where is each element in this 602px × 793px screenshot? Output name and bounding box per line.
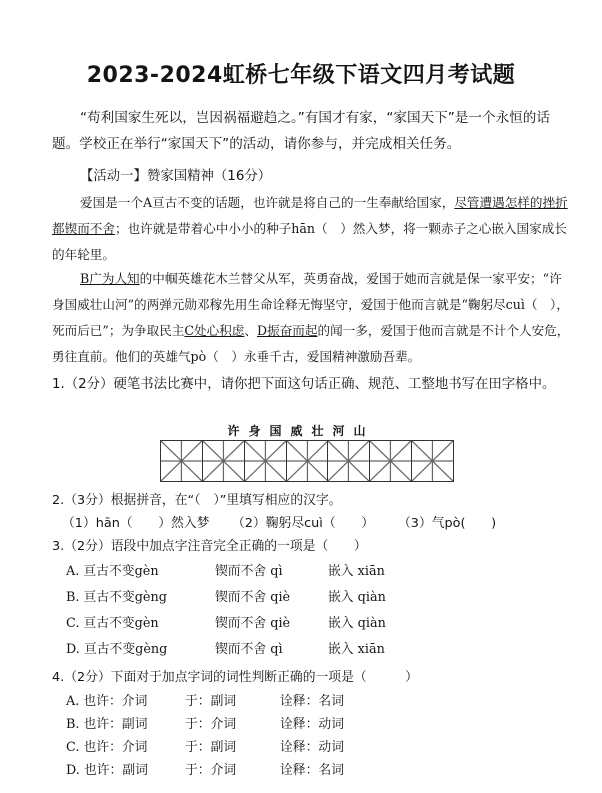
grid-cell[interactable] xyxy=(328,441,370,481)
passage-text: 的闻一多，爱国于他而言就是不计个人安危，勇往直前。他们的英雄气pò（ ）永垂千古，爱国精神激励吾辈。 xyxy=(52,323,570,364)
grid-cell[interactable] xyxy=(287,441,329,481)
q4-option-a-c: 诠释：名词 xyxy=(280,694,344,709)
q4-option-c-c: 诠释：动词 xyxy=(280,740,344,755)
passage-paragraph-1 xyxy=(52,190,572,268)
q3-option-c-b: 锲而不舍 qiè xyxy=(215,616,291,631)
grid-guide-lines xyxy=(161,441,202,481)
question-4: 4.（2分）下面对于加点字词的词性判断正确的一项是（ ） xyxy=(52,670,418,685)
q4-option-c[interactable]: C. 也许：介词 xyxy=(66,740,148,755)
question-2: 2.（3分）根据拼音，在“（ ）”里填写相应的汉字。 xyxy=(52,493,342,508)
q3-option-d-c: 嵌入 xiān xyxy=(328,642,385,657)
page-title: 2023-2024虹桥七年级下语文四月考试题 xyxy=(86,63,516,88)
grid-cell[interactable] xyxy=(161,441,203,481)
grid-guide-lines xyxy=(328,441,369,481)
underlined-phrase: B广为人知 xyxy=(80,271,140,286)
q3-option-a-b: 锲而不舍 qì xyxy=(215,564,283,579)
activity-heading: 【活动一】赞家国精神（16分） xyxy=(80,169,272,184)
grid-cell[interactable] xyxy=(203,441,245,481)
grid-guide-lines xyxy=(245,441,286,481)
q3-option-d[interactable]: D. 亘古不变gèng xyxy=(66,642,168,657)
passage-text: 、 xyxy=(244,323,257,338)
passage-text: 的中帼英雄花木兰替父从军，英勇奋战，爱国于她而言就是保一家平安；“许身国威壮山河”的两弹元勋邓稼先用生命诠释无悔坚守，爱国于他而言就是“鞠躬尽cuì（ ），死而后已”；为争取民主 xyxy=(52,271,569,338)
grid-cell[interactable] xyxy=(370,441,412,481)
grid-cell[interactable] xyxy=(412,441,453,481)
q4-option-a[interactable]: A. 也许：介词 xyxy=(66,694,148,709)
passage-text: ；也许就是带着心中小小的种子hān（ ）然入梦，将一颗赤子之心嵌入国家成长的年轮里。 xyxy=(52,221,567,262)
q4-option-c-b: 于：副词 xyxy=(185,740,237,755)
q3-option-b-b: 锲而不舍 qiè xyxy=(215,590,291,605)
q4-option-d-c: 诠释：名词 xyxy=(280,763,344,778)
q4-option-b-b: 于：介词 xyxy=(185,717,237,732)
grid-guide-lines xyxy=(203,441,244,481)
tianzige-grid[interactable] xyxy=(160,440,454,482)
q4-option-d-b: 于：介词 xyxy=(185,763,237,778)
passage-text: 爱国是一个A亘古不变的话题，也许就是将自己的一生奉献给国家， xyxy=(80,195,455,210)
grid-guide-lines xyxy=(370,441,411,481)
grid-sentence: 许身国威壮河山 xyxy=(227,424,375,438)
intro-paragraph: “苟利国家生死以，岂因祸福避趋之。”有国才有家，“家国天下”是一个永恒的话题。学校正在举行“家国天下”的活动，请你参与，并完成相关任务。 xyxy=(52,110,550,152)
passage-paragraph-2 xyxy=(52,266,572,370)
q4-option-a-b: 于：副词 xyxy=(185,694,237,709)
underlined-phrase: C处心积虑 xyxy=(184,323,245,338)
q3-option-c-c: 嵌入 qiàn xyxy=(328,616,386,631)
q3-option-b-c: 嵌入 qiàn xyxy=(328,590,386,605)
q3-option-a[interactable]: A. 亘古不变gèn xyxy=(66,564,159,579)
grid-guide-lines xyxy=(412,441,453,481)
grid-cell[interactable] xyxy=(245,441,287,481)
q4-option-b[interactable]: B. 也许：副词 xyxy=(66,717,148,732)
question-3: 3.（2分）语段中加点字注音完全正确的一项是（ ） xyxy=(52,539,367,554)
underlined-phrase: 尽管遭遇怎样的挫折都锲而不舍 xyxy=(52,195,568,236)
q3-option-c[interactable]: C. 亘古不变gèn xyxy=(66,616,159,631)
q4-option-d[interactable]: D. 也许：副词 xyxy=(66,763,148,778)
q4-option-b-c: 诠释：动词 xyxy=(280,717,344,732)
q2-item-3: （3）气pò( ) xyxy=(398,516,497,531)
grid-guide-lines xyxy=(287,441,328,481)
q2-item-1: （1）hān（ ）然入梦 xyxy=(62,516,210,531)
question-1: 1.（2分）硬笔书法比赛中，请你把下面这句话正确、规范、工整地书写在田字格中。 xyxy=(52,377,556,392)
q3-option-a-c: 嵌入 xiān xyxy=(328,564,385,579)
underlined-phrase: D振奋而起 xyxy=(257,323,318,338)
q2-item-2: （2）鞠躬尽cuì（ ） xyxy=(232,516,375,531)
q3-option-d-b: 锲而不舍 qì xyxy=(215,642,283,657)
q3-option-b[interactable]: B. 亘古不变gèng xyxy=(66,590,167,605)
